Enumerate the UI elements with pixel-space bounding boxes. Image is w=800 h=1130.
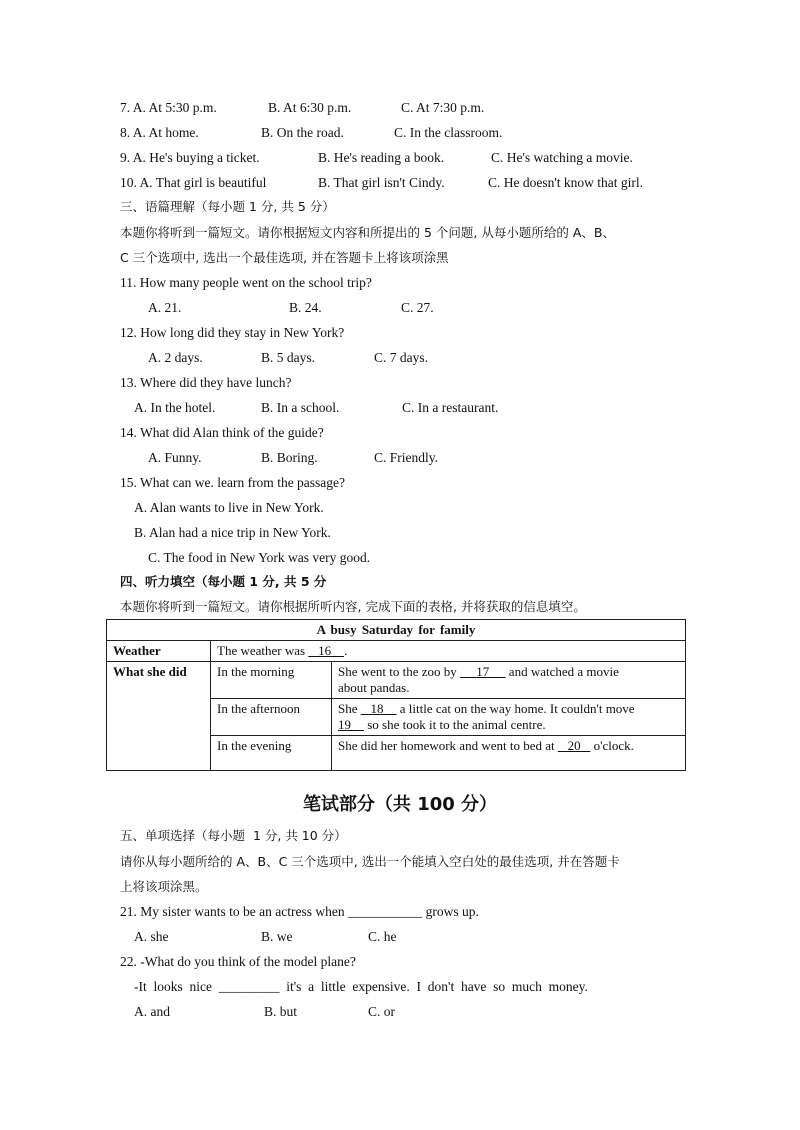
q22-option-c: C. or bbox=[368, 1004, 395, 1019]
section3-title: 三、语篇理解（每小题 1 分, 共 5 分） bbox=[120, 199, 335, 214]
section3-instruction-1: 本题你将听到一篇短文。请你根据短文内容和所提出的 5 个问题, 从每小题所给的 A、B、 bbox=[120, 225, 615, 240]
section4-instruction: 本题你将听到一篇短文。请你根据所听内容, 完成下面的表格, 并将获取的信息填空。 bbox=[120, 599, 586, 614]
q7-option-b: B. At 6:30 p.m. bbox=[268, 100, 352, 115]
q11-stem: 11. How many people went on the school trip? bbox=[120, 275, 372, 290]
section5-title: 五、单项选择（每小题 1 分, 共 10 分） bbox=[120, 828, 347, 843]
q7-option-c: C. At 7:30 p.m. bbox=[401, 100, 485, 115]
afternoon-cell: She 18 a little cat on the way home. It couldn't move 19 so she took it to the animal centre. bbox=[332, 699, 686, 736]
q12-stem: 12. How long did they stay in New York? bbox=[120, 325, 345, 340]
q13-option-a: A. In the hotel. bbox=[134, 400, 216, 415]
what-she-did-label: What she did bbox=[107, 662, 211, 771]
weather-label: Weather bbox=[107, 641, 211, 662]
blank-20: 20 bbox=[567, 738, 581, 753]
q11-option-b: B. 24. bbox=[289, 300, 322, 315]
table-title: A busy Saturday for family bbox=[107, 620, 686, 641]
q14-option-c: C. Friendly. bbox=[374, 450, 438, 465]
q22-option-b: B. but bbox=[264, 1004, 298, 1019]
q10-label: 10. A. That girl is beautiful bbox=[120, 175, 267, 190]
q22-dialogue-line: -It looks nice _________ it's a little expensive. I don't have so much money. bbox=[134, 979, 588, 994]
written-section-heading: 笔试部分（共 100 分） bbox=[302, 794, 498, 815]
q8-label: 8. A. At home. bbox=[120, 125, 199, 140]
weather-cell: The weather was 16 . bbox=[211, 641, 686, 662]
q14-stem: 14. What did Alan think of the guide? bbox=[120, 425, 324, 440]
q15-stem: 15. What can we. learn from the passage? bbox=[120, 475, 346, 490]
q10-option-c: C. He doesn't know that girl. bbox=[488, 175, 644, 190]
q22-stem: 22. -What do you think of the model plane? bbox=[120, 954, 356, 969]
section5-instruction-2: 上将该项涂黑。 bbox=[120, 879, 208, 894]
section5-instruction-1: 请你从每小题所给的 A、B、C 三个选项中, 选出一个能填入空白处的最佳选项, 并在答题卡 bbox=[120, 854, 620, 869]
q22-option-a: A. and bbox=[134, 1004, 170, 1019]
q15-option-b: B. Alan had a nice trip in New York. bbox=[134, 525, 331, 540]
q13-option-c: C. In a restaurant. bbox=[402, 400, 499, 415]
q12-option-a: A. 2 days. bbox=[148, 350, 203, 365]
afternoon-label: In the afternoon bbox=[211, 699, 332, 736]
blank-19: 19 bbox=[338, 717, 351, 732]
q9-option-b: B. He's reading a book. bbox=[318, 150, 445, 165]
q11-option-a: A. 21. bbox=[148, 300, 182, 315]
blank-18: 18 bbox=[370, 701, 384, 716]
blank-16: 16 bbox=[318, 643, 332, 658]
q15-option-a: A. Alan wants to live in New York. bbox=[134, 500, 324, 515]
morning-label: In the morning bbox=[211, 662, 332, 699]
q13-option-b: B. In a school. bbox=[261, 400, 340, 415]
q12-option-b: B. 5 days. bbox=[261, 350, 315, 365]
q10-option-b: B. That girl isn't Cindy. bbox=[318, 175, 445, 190]
q21-stem: 21. My sister wants to be an actress when ___________ grows up. bbox=[120, 904, 479, 919]
q21-option-a: A. she bbox=[134, 929, 169, 944]
q14-option-b: B. Boring. bbox=[261, 450, 318, 465]
blank-17: 17 bbox=[476, 664, 490, 679]
q8-option-c: C. In the classroom. bbox=[394, 125, 503, 140]
q12-option-c: C. 7 days. bbox=[374, 350, 428, 365]
evening-label: In the evening bbox=[211, 736, 332, 771]
morning-cell: She went to the zoo by 17 and watched a movie about pandas. bbox=[332, 662, 686, 699]
q21-option-b: B. we bbox=[261, 929, 293, 944]
listening-fill-table bbox=[106, 619, 686, 771]
q13-stem: 13. Where did they have lunch? bbox=[120, 375, 292, 390]
q11-option-c: C. 27. bbox=[401, 300, 434, 315]
q8-option-b: B. On the road. bbox=[261, 125, 344, 140]
q14-option-a: A. Funny. bbox=[148, 450, 202, 465]
q7-label: 7. A. At 5:30 p.m. bbox=[120, 100, 217, 115]
section3-instruction-2: C 三个选项中, 选出一个最佳选项, 并在答题卡上将该项涂黑 bbox=[120, 250, 449, 265]
section4-title: 四、听力填空（每小题 1 分, 共 5 分 bbox=[120, 574, 327, 589]
q15-option-c: C. The food in New York was very good. bbox=[148, 550, 371, 565]
q9-option-c: C. He's watching a movie. bbox=[491, 150, 633, 165]
evening-cell: She did her homework and went to bed at 20 o'clock. bbox=[332, 736, 686, 771]
q21-option-c: C. he bbox=[368, 929, 397, 944]
q9-label: 9. A. He's buying a ticket. bbox=[120, 150, 260, 165]
